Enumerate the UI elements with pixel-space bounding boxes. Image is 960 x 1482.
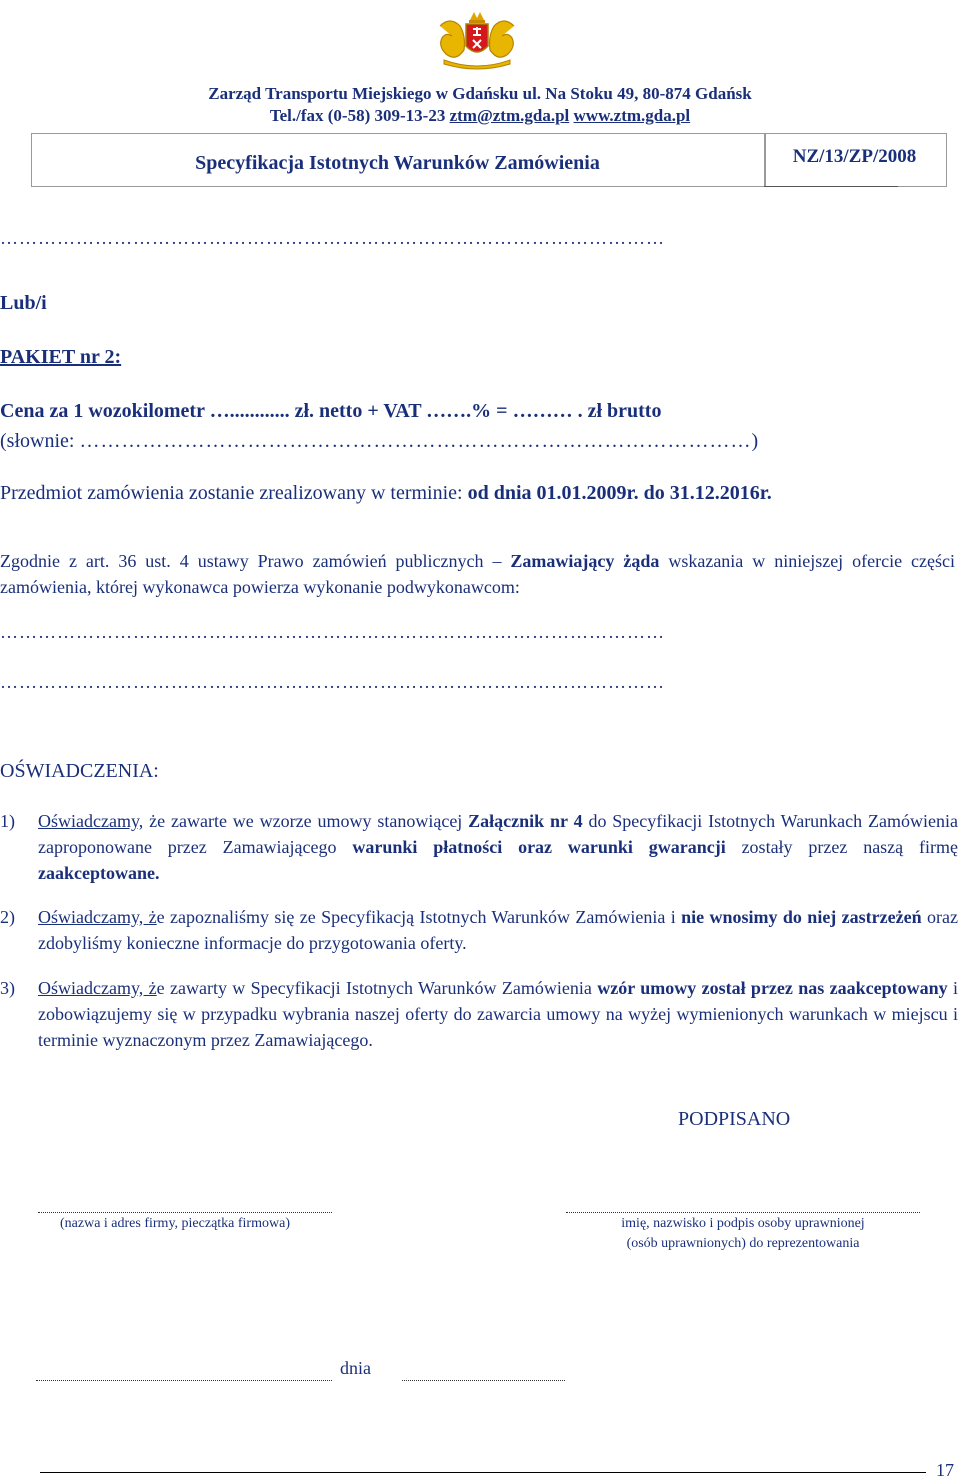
statement-2-text-a: e zapoznaliśmy się ze Specyfikacją Istotnych Warunków Zamówienia i: [156, 907, 682, 927]
statement-3-accepted: wzór umowy został przez nas zaakceptowany: [597, 978, 948, 998]
footer-rule: [40, 1472, 926, 1473]
statement-2-text-b: oraz zdobyliśmy konieczne informacje do przygotowania oferty.: [38, 907, 958, 953]
statement-1-text-c: zostały przez naszą firmę: [725, 837, 958, 857]
statement-1-attachment: Załącznik nr 4: [468, 811, 583, 831]
statement-1-terms: warunki płatności oraz warunki gwarancji: [352, 837, 726, 857]
statement-3-number: 3): [0, 978, 15, 998]
subcontract-text-1: Zgodnie z art. 36 ust. 4 ustawy Prawo zamówień publicznych –: [0, 551, 511, 571]
statement-1-lead: Oświadczamy,: [38, 811, 144, 831]
date-line: [402, 1380, 565, 1381]
spec-title: Specyfikacja Istotnych Warunków Zamówienia: [195, 152, 600, 174]
deadline-text: Przedmiot zamówienia zostanie zrealizowany w terminie:: [0, 482, 468, 504]
gdansk-coat-of-arms-icon: [430, 10, 524, 72]
dotted-fill-line-a: ……………………………………………………………………………………………: [0, 622, 665, 642]
statement-3-lead: Oświadczamy, ż: [38, 978, 157, 998]
header-phone: Tel./fax (0-58) 309-13-23: [269, 106, 450, 125]
subcontract-paragraph: [0, 548, 955, 600]
statement-3-text-b: i zobowiązujemy się w przypadku wybrania naszej oferty do zawarcia umowy na wyżej wymienionych warunkach w miejscu i terminie wyznaczonym przez Zamawiającego.: [38, 978, 958, 1050]
statement-2-number: 2): [0, 907, 15, 927]
signed-label: PODPISANO: [678, 1108, 791, 1130]
slownie-close: ): [751, 430, 759, 452]
signature-line-company: [38, 1212, 332, 1213]
authorized-person-caption-2: (osób uprawnionych) do reprezentowania: [626, 1236, 860, 1251]
header-email-link[interactable]: ztm@ztm.gda.pl: [449, 106, 570, 125]
subcontract-text-2: wskazania w niniejszej ofercie części zamówienia, której wykonawca powierza wykonanie podwykonawcom:: [0, 551, 956, 597]
statement-2-no-reservations: nie wnosimy do niej zastrzeżeń: [681, 907, 922, 927]
signature-line-person: [566, 1212, 920, 1213]
deadline-line: [0, 482, 772, 505]
subcontract-bold: Zamawiający żąda: [510, 551, 660, 571]
place-line: [36, 1380, 332, 1381]
statement-1-accepted: zaakceptowane.: [38, 863, 160, 883]
deadline-dates: od dnia 01.01.2009r. do 31.12.2016r.: [467, 482, 772, 504]
oswiadczenia-heading: OŚWIADCZENIA:: [0, 760, 159, 782]
header-contact: [0, 106, 960, 126]
pakiet-heading: PAKIET nr 2:: [0, 346, 122, 368]
slownie-dots: ……………………………………………………………………………………: [79, 430, 752, 452]
statement-3-text-a: e zawarty w Specyfikacji Istotnych Warunków Zamówienia: [156, 978, 598, 998]
slownie-line: [0, 430, 945, 453]
statement-1-text-b: do Specyfikacji Istotnych Warunkach Zamówienia zaproponowane przez Zamawiającego: [38, 811, 958, 857]
statement-1-number: 1): [0, 811, 15, 831]
slownie-label: (słownie:: [0, 430, 80, 452]
statement-1: [0, 808, 958, 886]
page-number: 17: [936, 1460, 954, 1480]
dotted-fill-line: ……………………………………………………………………………………………: [0, 228, 665, 248]
header-address: Zarząd Transportu Miejskiego w Gdańsku ul. Na Stoku 49, 80-874 Gdańsk: [208, 84, 752, 103]
ref-box-underline: [764, 186, 898, 187]
dotted-fill-line-b: ……………………………………………………………………………………………: [0, 672, 665, 692]
header-website-link[interactable]: www.ztm.gda.pl: [573, 106, 691, 125]
authorized-person-caption-1: imię, nazwisko i podpis osoby uprawnionej: [621, 1216, 865, 1231]
statement-2-lead: Oświadczamy, ż: [38, 907, 157, 927]
statement-1-text-a: że zawarte we wzorze umowy stanowiącej: [143, 811, 469, 831]
statement-2: [0, 904, 958, 956]
date-label: dnia: [340, 1358, 371, 1378]
company-stamp-caption: (nazwa i adres firmy, pieczątka firmowa): [60, 1216, 290, 1231]
statement-3: [0, 975, 958, 1053]
reference-number: NZ/13/ZP/2008: [792, 146, 917, 167]
lub-i-label: Lub/i: [0, 292, 47, 314]
price-line: Cena za 1 wozokilometr …............ zł. netto + VAT …….% = ……… . zł brutto: [0, 400, 662, 422]
